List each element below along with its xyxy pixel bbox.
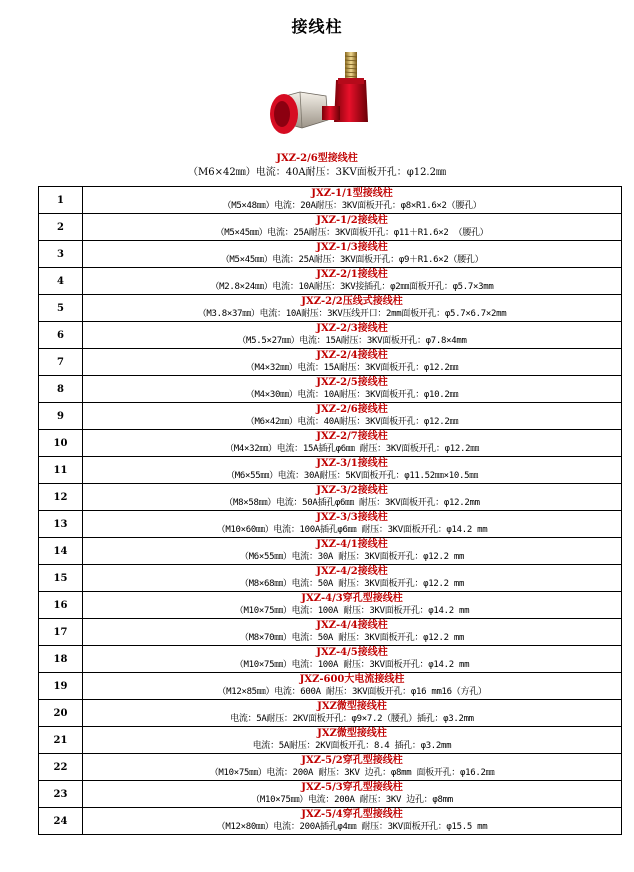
- row-description: [83, 538, 622, 565]
- row-number: 20: [39, 700, 83, 727]
- row-number: 23: [39, 781, 83, 808]
- model-name: JXZ-2/4接线柱: [316, 350, 388, 361]
- row-description: [83, 592, 622, 619]
- model-name: JXZ-2/1接线柱: [316, 269, 388, 280]
- row-number: 18: [39, 646, 83, 673]
- table-row: [39, 808, 622, 835]
- spec-text: （M6×42㎜）电流：40A耐压：3KV面板开孔：φ12.2㎜: [245, 417, 459, 427]
- spec-text: （M10×60㎜）电流：100A插孔φ6㎜ 耐压：3KV面板开孔：φ14.2 mm: [216, 525, 488, 535]
- model-name: JXZ-4/3穿孔型接线柱: [301, 593, 403, 604]
- model-name: JXZ-5/4穿孔型接线柱: [301, 809, 403, 820]
- model-name: JXZ-4/1接线柱: [316, 539, 388, 550]
- spec-text: （M5×48㎜）电流：20A耐压：3KV面板开孔：φ8×R1.6×2（腰孔）: [222, 201, 482, 211]
- model-name: JXZ-2/5接线柱: [316, 377, 388, 388]
- row-number: 13: [39, 511, 83, 538]
- table-row: [39, 673, 622, 700]
- page-title: 接线柱: [291, 17, 343, 36]
- model-name: JXZ-2/2压线式接线柱: [301, 296, 403, 307]
- row-description: [83, 214, 622, 241]
- featured-spec: （M6×42㎜）电流：40A耐压：3KV面板开孔：φ12.2㎜: [188, 167, 446, 178]
- row-number: 8: [39, 376, 83, 403]
- spec-text: （M2.8×24㎜）电流：10A耐压：3KV接插孔：φ2㎜面板开孔：φ5.7×3mm: [210, 282, 494, 292]
- spec-text: （M5.5×27㎜）电流：15A耐压：3KV面板开孔：φ7.8×4mm: [237, 336, 467, 346]
- row-number: 14: [39, 538, 83, 565]
- row-description: [83, 484, 622, 511]
- row-number: 15: [39, 565, 83, 592]
- row-description: [83, 727, 622, 754]
- row-description: [83, 457, 622, 484]
- row-description: [83, 511, 622, 538]
- row-number: 22: [39, 754, 83, 781]
- row-number: 5: [39, 295, 83, 322]
- spec-text: （M4×30㎜）电流：10A耐压：3KV面板开孔：φ10.2㎜: [245, 390, 459, 400]
- table-row: [39, 403, 622, 430]
- spec-text: 电流：5A耐压：2KV面板开孔：8.4 插孔：φ3.2mm: [252, 741, 452, 751]
- row-description: [83, 430, 622, 457]
- row-description: [83, 754, 622, 781]
- row-number: 4: [39, 268, 83, 295]
- model-name: JXZ-1/3接线柱: [316, 242, 388, 253]
- row-number: 21: [39, 727, 83, 754]
- row-number: 24: [39, 808, 83, 835]
- table-row: [39, 376, 622, 403]
- table-row: [39, 754, 622, 781]
- spec-text: （M10×75㎜）电流：100A 耐压：3KV面板开孔：φ14.2 mm: [234, 660, 470, 670]
- table-row: [39, 457, 622, 484]
- spec-text: （M10×75㎜）电流：200A 耐压：3KV 边孔：φ8mm: [251, 795, 453, 805]
- row-number: 3: [39, 241, 83, 268]
- row-description: [83, 322, 622, 349]
- spec-text: 电流：5A耐压：2KV面板开孔：φ9×7.2（腰孔）插孔：φ3.2mm: [230, 714, 474, 724]
- row-description: [83, 808, 622, 835]
- table-row: [39, 349, 622, 376]
- table-row: [39, 781, 622, 808]
- row-description: [83, 295, 622, 322]
- spec-text: （M6×55㎜）电流：30A 耐压：3KV面板开孔：φ12.2 mm: [239, 552, 465, 562]
- table-row: [39, 619, 622, 646]
- model-name: JXZ微型接线柱: [317, 728, 387, 739]
- row-number: 11: [39, 457, 83, 484]
- spec-text: （M10×75㎜）电流：100A 耐压：3KV面板开孔：φ14.2 mm: [234, 606, 470, 616]
- table-row: [39, 538, 622, 565]
- spec-text: （M8×68㎜）电流：50A 耐压：3KV面板开孔：φ12.2 mm: [239, 579, 465, 589]
- row-description: [83, 781, 622, 808]
- table-row: [39, 565, 622, 592]
- model-name: JXZ-2/7接线柱: [316, 431, 388, 442]
- table-row: [39, 214, 622, 241]
- row-description: [83, 673, 622, 700]
- model-name: JXZ-600大电流接线柱: [299, 674, 405, 685]
- table-row: [39, 592, 622, 619]
- model-name: JXZ微型接线柱: [317, 701, 387, 712]
- row-description: [83, 565, 622, 592]
- model-name: JXZ-1/2接线柱: [316, 215, 388, 226]
- row-number: 6: [39, 322, 83, 349]
- row-number: 17: [39, 619, 83, 646]
- row-number: 12: [39, 484, 83, 511]
- model-name: JXZ-4/5接线柱: [316, 647, 388, 658]
- row-number: 16: [39, 592, 83, 619]
- model-name: JXZ-2/6接线柱: [316, 404, 388, 415]
- row-description: [83, 403, 622, 430]
- spec-text: （M8×58㎜）电流：50A插孔φ6㎜ 耐压：3KV面板开孔：φ12.2mm: [224, 498, 480, 508]
- model-name: JXZ-5/2穿孔型接线柱: [301, 755, 403, 766]
- row-description: [83, 619, 622, 646]
- spec-text: （M8×70㎜）电流：50A 耐压：3KV面板开孔：φ12.2 mm: [239, 633, 465, 643]
- table-row: [39, 268, 622, 295]
- spec-text: （M5×45㎜）电流：25A耐压：3KV面板开孔：φ11＋R1.6×2 （腰孔）: [215, 228, 489, 238]
- row-description: [83, 376, 622, 403]
- model-name: JXZ-2/3接线柱: [316, 323, 388, 334]
- featured-model: JXZ-2/6型接线柱: [276, 153, 358, 164]
- spec-text: （M10×75㎜）电流：200A 耐压：3KV 边孔：φ8mm 面板开孔：φ16.2㎜: [209, 768, 495, 778]
- table-row: [39, 646, 622, 673]
- row-description: [83, 700, 622, 727]
- table-row: [39, 187, 622, 214]
- row-number: 2: [39, 214, 83, 241]
- spec-text: （M4×32㎜）电流：15A耐压：3KV面板开孔：φ12.2㎜: [245, 363, 459, 373]
- row-number: 7: [39, 349, 83, 376]
- row-number: 1: [39, 187, 83, 214]
- table-row: [39, 430, 622, 457]
- table-row: [39, 295, 622, 322]
- model-name: JXZ-4/4接线柱: [316, 620, 388, 631]
- model-name: JXZ-4/2接线柱: [316, 566, 388, 577]
- model-name: JXZ-3/3接线柱: [316, 512, 388, 523]
- row-number: 10: [39, 430, 83, 457]
- model-name: JXZ-3/2接线柱: [316, 485, 388, 496]
- model-name: JXZ-1/1型接线柱: [311, 188, 393, 199]
- table-row: [39, 241, 622, 268]
- table-row: [39, 727, 622, 754]
- row-number: 19: [39, 673, 83, 700]
- spec-text: （M12×85㎜）电流：600A 耐压：3KV面板开孔：φ16 mm16（方孔）: [217, 687, 487, 697]
- row-description: [83, 241, 622, 268]
- row-description: [83, 268, 622, 295]
- row-description: [83, 349, 622, 376]
- row-description: [83, 187, 622, 214]
- model-name: JXZ-3/1接线柱: [316, 458, 388, 469]
- spec-text: （M12×80㎜）电流：200A插孔φ4㎜ 耐压：3KV面板开孔：φ15.5 mm: [216, 822, 488, 832]
- table-row: [39, 484, 622, 511]
- table-row: [39, 700, 622, 727]
- product-photo: [248, 48, 386, 140]
- spec-text: （M3.8×37㎜）电流：10A耐压：3KV压线开口：2mm面板开孔：φ5.7×6.7×2mm: [197, 309, 507, 319]
- spec-text: （M6×55㎜）电流：30A耐压：5KV面板开孔：φ11.52㎜×10.5㎜: [226, 471, 478, 481]
- table-row: [39, 511, 622, 538]
- row-description: [83, 646, 622, 673]
- spec-text: （M4×32㎜）电流：15A插孔φ6㎜ 耐压：3KV面板开孔：φ12.2㎜: [225, 444, 479, 454]
- spec-text: （M5×45㎜）电流：25A耐压：3KV面板开孔：φ9＋R1.6×2（腰孔）: [220, 255, 484, 265]
- row-number: 9: [39, 403, 83, 430]
- spec-table: [38, 186, 622, 835]
- table-row: [39, 322, 622, 349]
- model-name: JXZ-5/3穿孔型接线柱: [301, 782, 403, 793]
